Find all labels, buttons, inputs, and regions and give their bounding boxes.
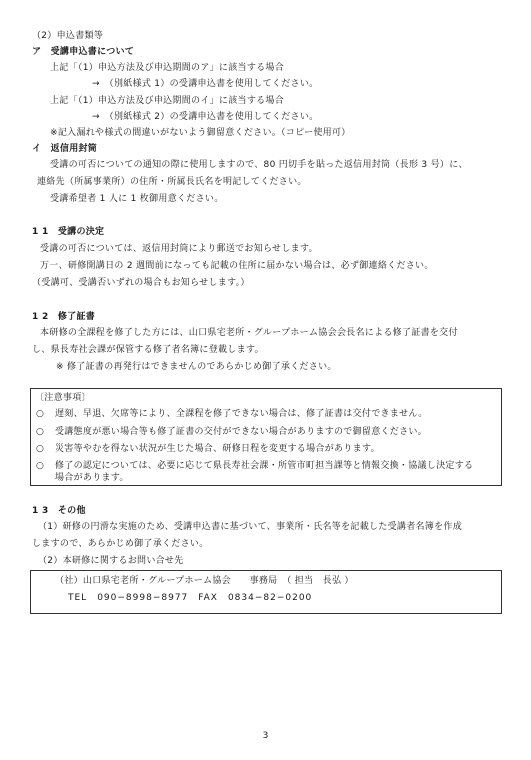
subsection-a-line3: 上記「（1）申込方法及び申込期間のイ」に該当する場合 [50,96,285,106]
subsection-i-line1: 受講の可否についての通知の際に使用しますので、80 円切手を貼った返信用封筒（長形 3 号）に、 [50,160,468,170]
subsection-i-title: イ 返信用封筒 [32,144,98,154]
subsection-i-line3: 受講希望者 1 人に 1 枚御用意ください。 [50,194,224,204]
notes-title: 〔注意事項〕 [35,393,91,403]
subsection-a-line1: 上記「（1）申込方法及び申込期間のア」に該当する場合 [50,63,285,73]
notes-item: 災害等やむを得ない状況が生じた場合、研修日程を変更する場合があります。 [55,444,380,454]
section-11-heading: 1 1 受講の決定 [32,227,105,237]
section-docs-heading: （2）申込書類等 [32,31,104,41]
page-number: 3 [262,731,269,741]
notes-item: 遅刻、早退、欠席等により、全課程を修了できない場合は、修了証書は交付できません。 [55,409,428,419]
notes-item: 修了の認定については、必要に応じて県長寿社会課・所管市町担当課等と情報交換・協議し決定する [55,461,474,471]
section-13-line3: （2）本研修に関するお問い合せ先 [38,556,184,566]
section-11-line2: 万一、研修開講日の 2 週間前になっても記載の住所に届かない場合は、必ず御連絡ください。 [40,261,434,271]
section-12-line3: ※ 修了証書の再発行はできませんのであらかじめ御了承ください。 [56,362,337,372]
contact-org: （社）山口県宅老所・グループホーム協会 事務局 （ 担当 長弘 ） [55,576,354,586]
notes-bullet: ○ [36,444,45,454]
notes-item: 受講態度が悪い場合等も修了証書の交付ができない場合がありますので御留意ください。 [55,427,428,437]
section-11-line1: 受講の可否については、返信用封筒により郵送でお知らせします。 [40,244,318,254]
subsection-a-title: ア 受講申込書について [32,47,135,57]
section-12-line1: 本研修の全課程を修了した方には、山口県宅老所・グループホーム協会会長名による修了証書を交付 [40,328,458,338]
section-12-line2: し、県長寿社会課が保管する修了者名簿に登載します。 [32,345,264,355]
subsection-a-line4: → （別紙様式 2）の受講申込書を使用してください。 [92,112,319,122]
subsection-a-line2: → （別紙様式 1）の受講申込書を使用してください。 [92,79,319,89]
notes-item: 場合があります。 [55,473,129,483]
notes-bullet: ○ [36,427,45,437]
notes-bullet: ○ [36,461,45,471]
section-13-line1: （1）研修の円滑な実施のため、受講申込書に基づいて、事業所・氏名等を記載した受講者名簿を作成 [38,522,462,532]
subsection-a-note: ※記入漏れや様式の間違いがないよう御留意ください。（コピー使用可） [50,128,351,138]
section-13-line2: しますので、あらかじめ御了承ください。 [32,539,209,549]
section-11-line3: （受講可、受講否いずれの場合もお知らせします。） [32,278,250,288]
subsection-i-line2: 連絡先（所属事業所）の住所・所属長氏名を明記してください。 [37,177,307,187]
notes-bullet: ○ [36,409,45,419]
contact-phone: TEL 090−8998−8977 FAX 0834−82−0200 [68,593,313,603]
section-13-heading: 1 3 その他 [32,506,86,516]
section-12-heading: 1 2 修了証書 [32,312,96,322]
